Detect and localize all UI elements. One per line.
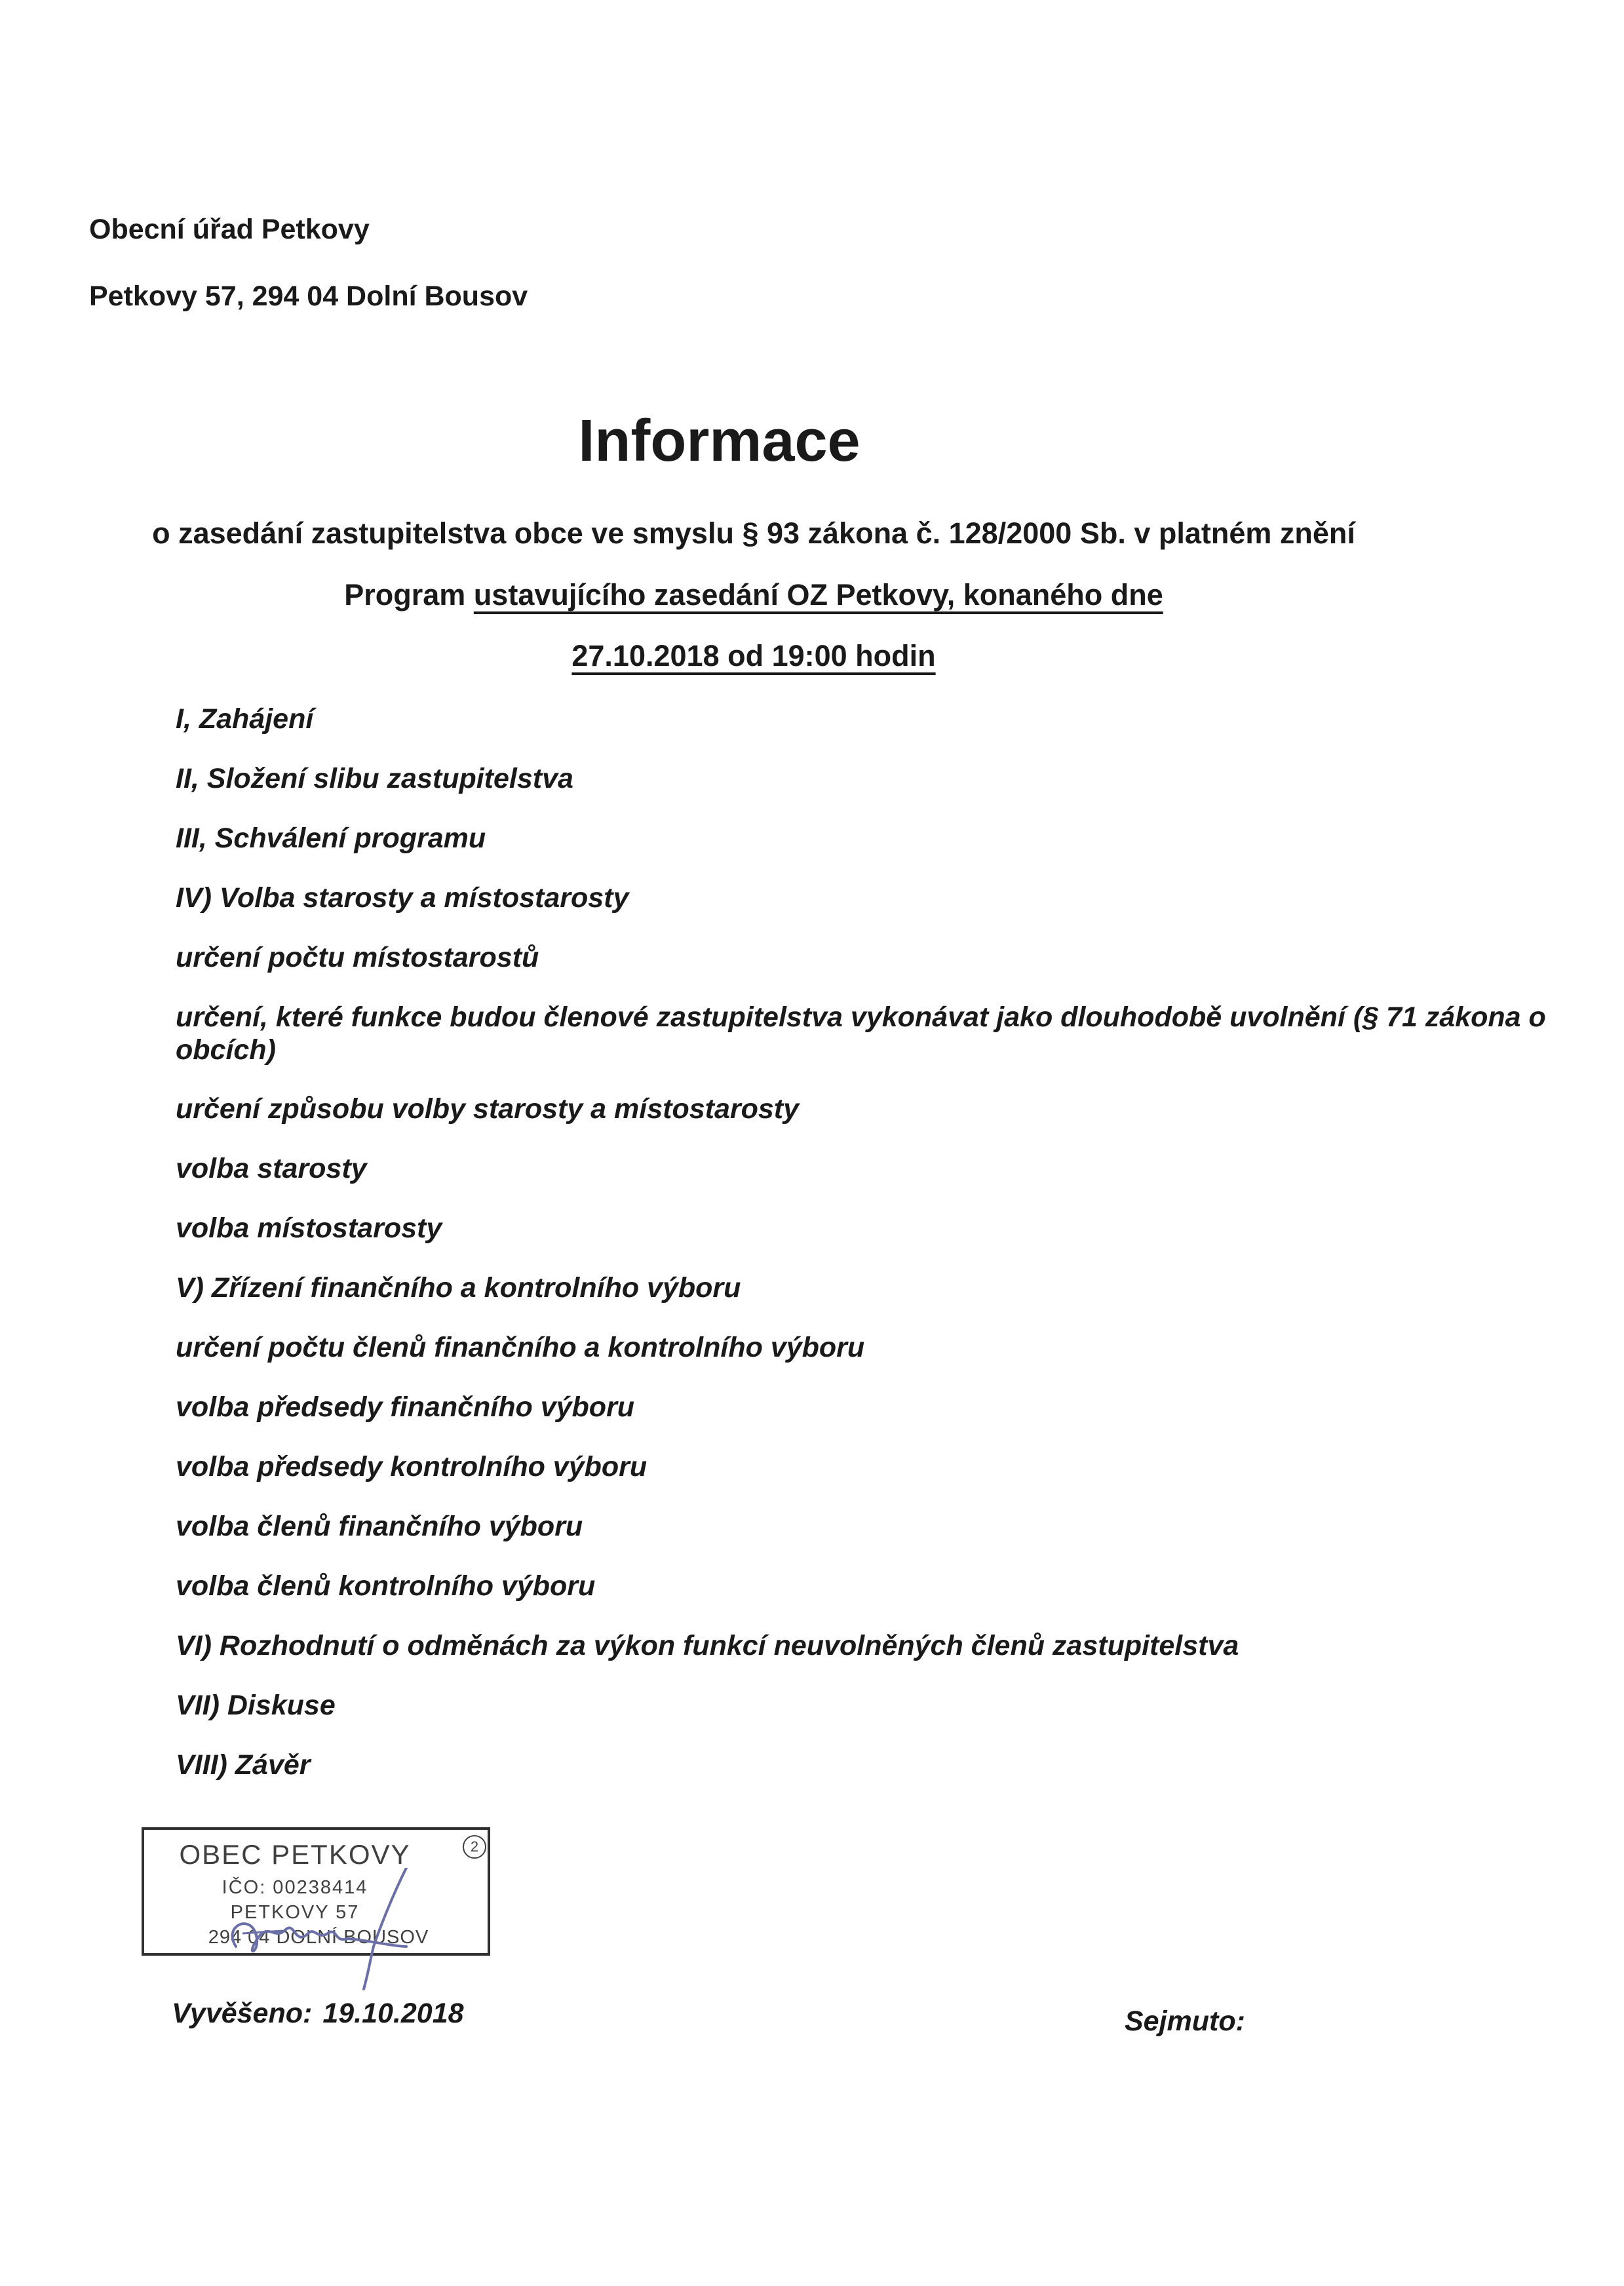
agenda-item: VII) Diskuse	[176, 1690, 336, 1721]
agenda-item: VIII) Závěr	[176, 1749, 311, 1781]
removed-label: Sejmuto:	[1125, 2005, 1245, 2037]
agenda-item: volba členů kontrolního výboru	[176, 1570, 596, 1602]
posted-label: Vyvěšeno:	[172, 1998, 313, 2029]
agenda-item: volba předsedy finančního výboru	[176, 1391, 635, 1423]
agenda-item: určení počtu místostarostů	[176, 942, 539, 973]
agenda-item: určení způsobu volby starosty a místostarosty	[176, 1093, 800, 1125]
agenda-item: volba místostarosty	[176, 1212, 442, 1244]
agenda-item: III, Schválení programu	[176, 823, 486, 854]
agenda-item: volba starosty	[176, 1153, 367, 1184]
stamp-name: OBEC PETKOVY	[179, 1839, 411, 1870]
program-date-line	[0, 639, 1507, 673]
office-address: Petkovy 57, 294 04 Dolní Bousov	[89, 281, 528, 312]
program-heading	[0, 578, 1507, 612]
stamp-mark: 2	[463, 1835, 486, 1859]
document-title: Informace	[578, 408, 860, 474]
program-meeting: ustavujícího zasedání OZ Petkovy, konaného dne	[473, 578, 1163, 611]
agenda-item: I, Zahájení	[176, 703, 314, 735]
posted-line	[172, 1998, 464, 2030]
office-name: Obecní úřad Petkovy	[89, 214, 370, 245]
agenda-item: určení, které funkce budou členové zastupitelstva vykonávat jako dlouhodobě uvolnění (§ 71 zákona o obcích)	[176, 1001, 1546, 1066]
agenda-item: VI) Rozhodnutí o odměnách za výkon funkcí neuvolněných členů zastupitelstva	[176, 1630, 1239, 1661]
posted-date: 19.10.2018	[322, 1998, 464, 2029]
agenda-item: II, Složení slibu zastupitelstva	[176, 763, 573, 794]
stamp-ico: IČO: 00238414	[222, 1877, 368, 1898]
document-subtitle: o zasedání zastupitelstva obce ve smyslu § 93 zákona č. 128/2000 Sb. v platném znění	[152, 516, 1355, 550]
program-datetime: 27.10.2018 od 19:00 hodin	[571, 639, 936, 672]
agenda-item: V) Zřízení finančního a kontrolního výboru	[176, 1272, 741, 1304]
agenda-item: volba předsedy kontrolního výboru	[176, 1451, 648, 1482]
agenda-item: určení počtu členů finančního a kontrolního výboru	[176, 1332, 865, 1363]
program-prefix: Program	[344, 578, 474, 611]
stamp-street: PETKOVY 57	[230, 1902, 360, 1923]
signature	[197, 1868, 433, 1992]
agenda-item: volba členů finančního výboru	[176, 1511, 583, 1542]
agenda-item: IV) Volba starosty a místostarosty	[176, 882, 629, 914]
agenda-list	[176, 703, 1565, 1808]
stamp-city: 294 04 DOLNÍ BOUSOV	[208, 1927, 429, 1948]
